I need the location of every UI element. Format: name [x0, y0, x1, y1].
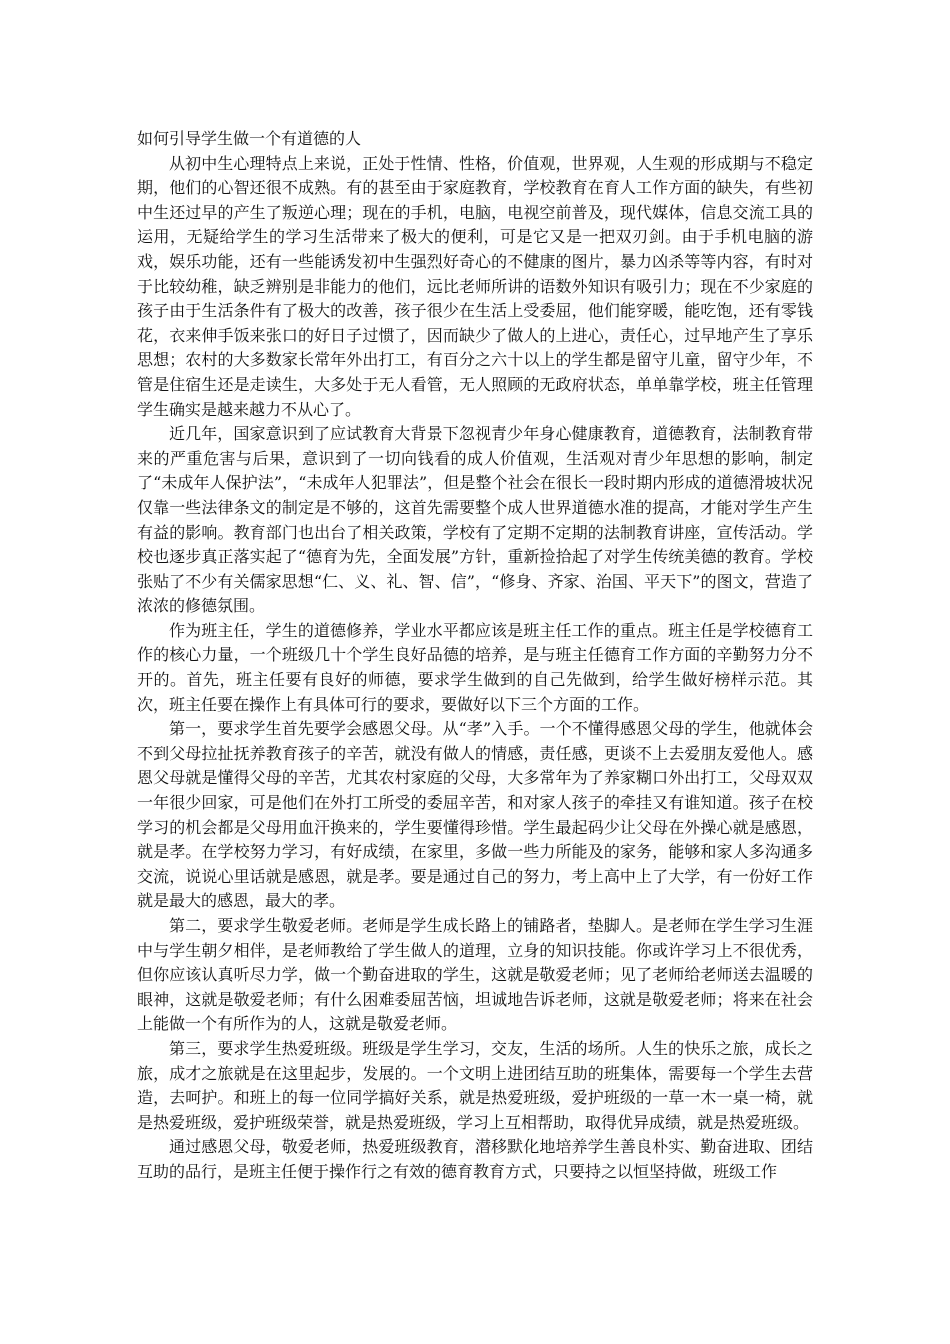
paragraph-head-teacher-role: 作为班主任，学生的道德修养，学业水平都应该是班主任工作的重点。班主任是学校德育工作的核心力量，一个班级几十个学生良好品德的培养，是与班主任德育工作方面的辛勤努力分不开的。首先，班主任要有良好的师德，要求学生做到的自己先做到，给学生做好榜样示范。其次，班主任要在操作上有具体可行的要求，要做好以下三个方面的工作。 — [137, 620, 813, 714]
paragraph-third-love-class: 第三，要求学生热爱班级。班级是学生学习，交友，生活的场所。人生的快乐之旅，成长之旅，成才之旅就是在这里起步，发展的。一个文明上进团结互助的班集体，需要每一个学生去营造，去呵护。和班上的每一位同学搞好关系，就是热爱班级，爱护班级的一草一木一桌一椅，就是热爱班级，爱护班级荣誉，就是热爱班级，学习上互相帮助，取得优异成绩，就是热爱班级。 — [137, 1038, 813, 1132]
paragraph-second-respect-teachers: 第二，要求学生敬爱老师。老师是学生成长路上的铺路者，垫脚人。是老师在学生学习生涯中与学生朝夕相伴，是老师教给了学生做人的道理，立身的知识技能。你或许学习上不很优秀，但你应该认真听尽力学，做一个勤奋进取的学生，这就是敬爱老师；见了老师给老师送去温暖的眼神，这就是敬爱老师；有什么困难委屈苦恼，坦诚地告诉老师，这就是敬爱老师；将来在社会上能做一个有所作为的人，这就是敬爱老师。 — [137, 916, 813, 1034]
document-title: 如何引导学生做一个有道德的人 — [137, 129, 362, 148]
document-body — [137, 127, 813, 1185]
paragraph-conclusion: 通过感恩父母，敬爱老师，热爱班级教育，潜移默化地培养学生善良朴实、勤奋进取、团结互助的品行，是班主任便于操作行之有效的德育教育方式，只要持之以恒坚持做，班级工作 — [137, 1137, 813, 1181]
paragraph-first-gratitude-parents: 第一，要求学生首先要学会感恩父母。从“孝”入手。一个不懂得感恩父母的学生，他就体会不到父母拉扯抚养教育孩子的辛苦，就没有做人的情感，责任感，更谈不上去爱朋友爱他人。感恩父母就是懂得父母的辛苦，尤其农村家庭的父母，大多常年为了养家糊口外出打工，父母双双一年很少回家，可是他们在外打工所受的委屈辛苦，和对家人孩子的牵挂又有谁知道。孩子在校学习的机会都是父母用血汗换来的，学生要懂得珍惜。学生最起码少让父母在外操心就是感恩，就是孝。在学校努力学习，有好成绩，在家里，多做一些力所能及的家务，能够和家人多沟通多交流，说说心里话就是感恩，就是孝。要是通过自己的努力，考上高中上了大学，有一份好工作就是最大的感恩，最大的孝。 — [137, 719, 813, 911]
paragraph-national-policy: 近几年，国家意识到了应试教育大背景下忽视青少年身心健康教育，道德教育，法制教育带来的严重危害与后果，意识到了一切向钱看的成人价值观，生活观对青少年思想的影响，制定了“未成年人保护法”，“未成年人犯罪法”，但是整个社会在很长一段时期内形成的道德滑坡状况仅靠一些法律条文的制定是不够的，这首先需要整个成人世界道德水准的提高，才能对学生产生有益的影响。教育部门也出台了相关政策，学校有了定期不定期的法制教育讲座，宣传活动。学校也逐步真正落实起了“德育为先，全面发展”方针，重新捡拾起了对学生传统美德的教育。学校张贴了不少有关儒家思想“仁、义、礼、智、信”，“修身、齐家、治国、平天下”的图文，营造了浓浓的修德氛围。 — [137, 424, 813, 616]
paragraph-intro: 从初中生心理特点上来说，正处于性情、性格，价值观，世界观，人生观的形成期与不稳定期，他们的心智还很不成熟。有的甚至由于家庭教育，学校教育在育人工作方面的缺失，有些初中生还过早的产生了叛逆心理；现在的手机，电脑，电视空前普及，现代媒体，信息交流工具的运用，无疑给学生的学习生活带来了极大的便利，可是它又是一把双刃剑。由于手机电脑的游戏，娱乐功能，还有一些能诱发初中生强烈好奇心的不健康的图片，暴力凶杀等等内容，有时对于比较幼稚，缺乏辨别是非能力的他们，远比老师所讲的语数外知识有吸引力；现在不少家庭的孩子由于生活条件有了极大的改善，孩子很少在生活上受委屈，他们能穿暖，能吃饱，还有零钱花，衣来伸手饭来张口的好日子过惯了，因而缺少了做人的上进心，责任心，过早地产生了享乐思想；农村的大多数家长常年外出打工，有百分之六十以上的学生都是留守儿童，留守少年，不管是住宿生还是走读生，大多处于无人看管，无人照顾的无政府状态，单单靠学校，班主任管理学生确实是越来越力不从心了。 — [137, 153, 813, 419]
